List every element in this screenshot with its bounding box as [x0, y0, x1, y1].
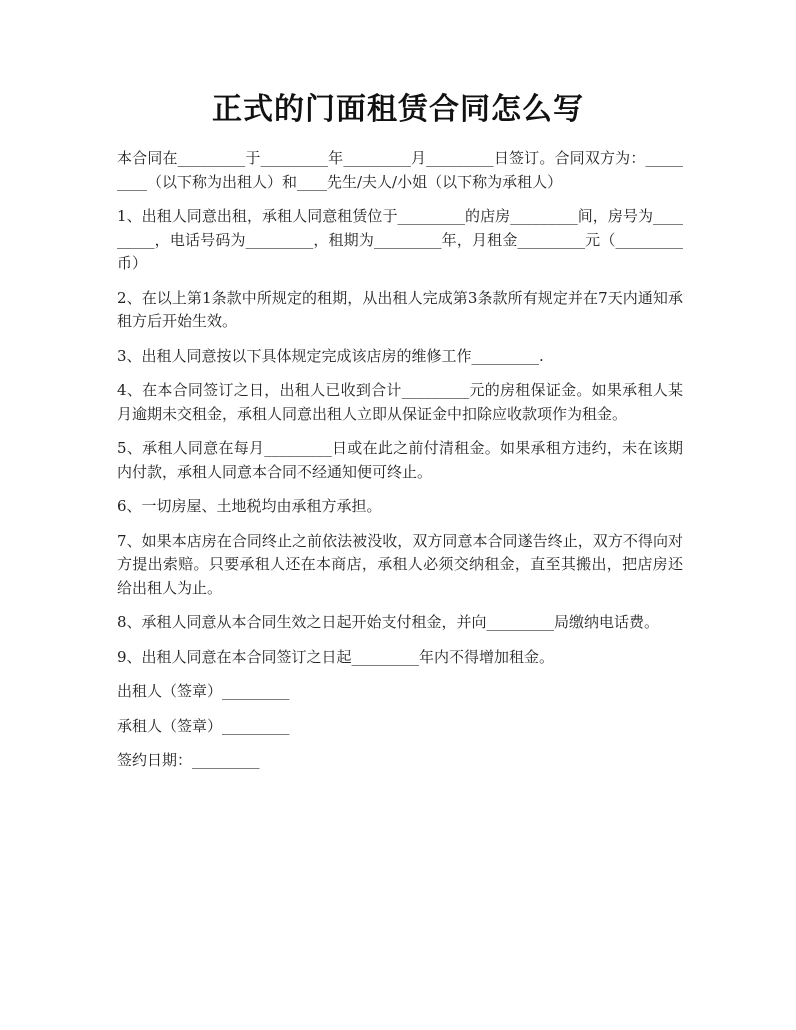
clause-5: 5、承租人同意在每月_________日或在此之前付清租金。如果承租方违约，未在该期内付款，承租人同意本合同不经通知便可终止。 [117, 439, 683, 481]
lessee-signature-line: 承租人（签章）_________ [117, 716, 290, 735]
lessor-signature-line: 出租人（签章）_________ [117, 682, 290, 700]
clause-1: 1、出租人同意出租，承租人同意租赁位于_________的店房_________间，房号为_________，电话号码为_________，租期为_________年，月租金_________元（_________币） [117, 207, 683, 272]
clause-9: 9、出租人同意在本合同签订之日起_________年内不得增加租金。 [117, 647, 555, 666]
contract-body [117, 147, 683, 784]
clause-8: 8、承租人同意从本合同生效之日起开始支付租金，并向_________局缴纳电话费。 [117, 613, 660, 631]
clause-6: 6、一切房屋、土地税均由承租方承担。 [117, 497, 382, 515]
clause-4: 4、在本合同签订之日，出租人已收到合计_________元的房租保证金。如果承租人某月逾期未交租金，承租人同意出租人立即从保证金中扣除应收款项作为租金。 [117, 381, 683, 423]
document-title: 正式的门面租赁合同怎么写 [212, 92, 584, 127]
clause-3: 3、出租人同意按以下具体规定完成该店房的维修工作_________. [117, 346, 544, 365]
clause-7: 7、如果本店房在合同终止之前依法被没收，双方同意本合同遂告终止，双方不得向对方提出索赔。只要承租人还在本商店，承租人必须交纳租金，直至其搬出，把店房还给出租人为止。 [117, 531, 683, 597]
preamble-paragraph: 本合同在_________于_________年_________月_________日签订。合同双方为：_________（以下称为出租人）和____先生/夫人/小姐（以下称为承租人） [117, 149, 683, 191]
clause-2: 2、在以上第1条款中所规定的租期，从出租人完成第3条款所有规定并在7天内通知承租方后开始生效。 [117, 288, 683, 330]
signing-date-line: 签约日期：_________ [117, 751, 260, 769]
